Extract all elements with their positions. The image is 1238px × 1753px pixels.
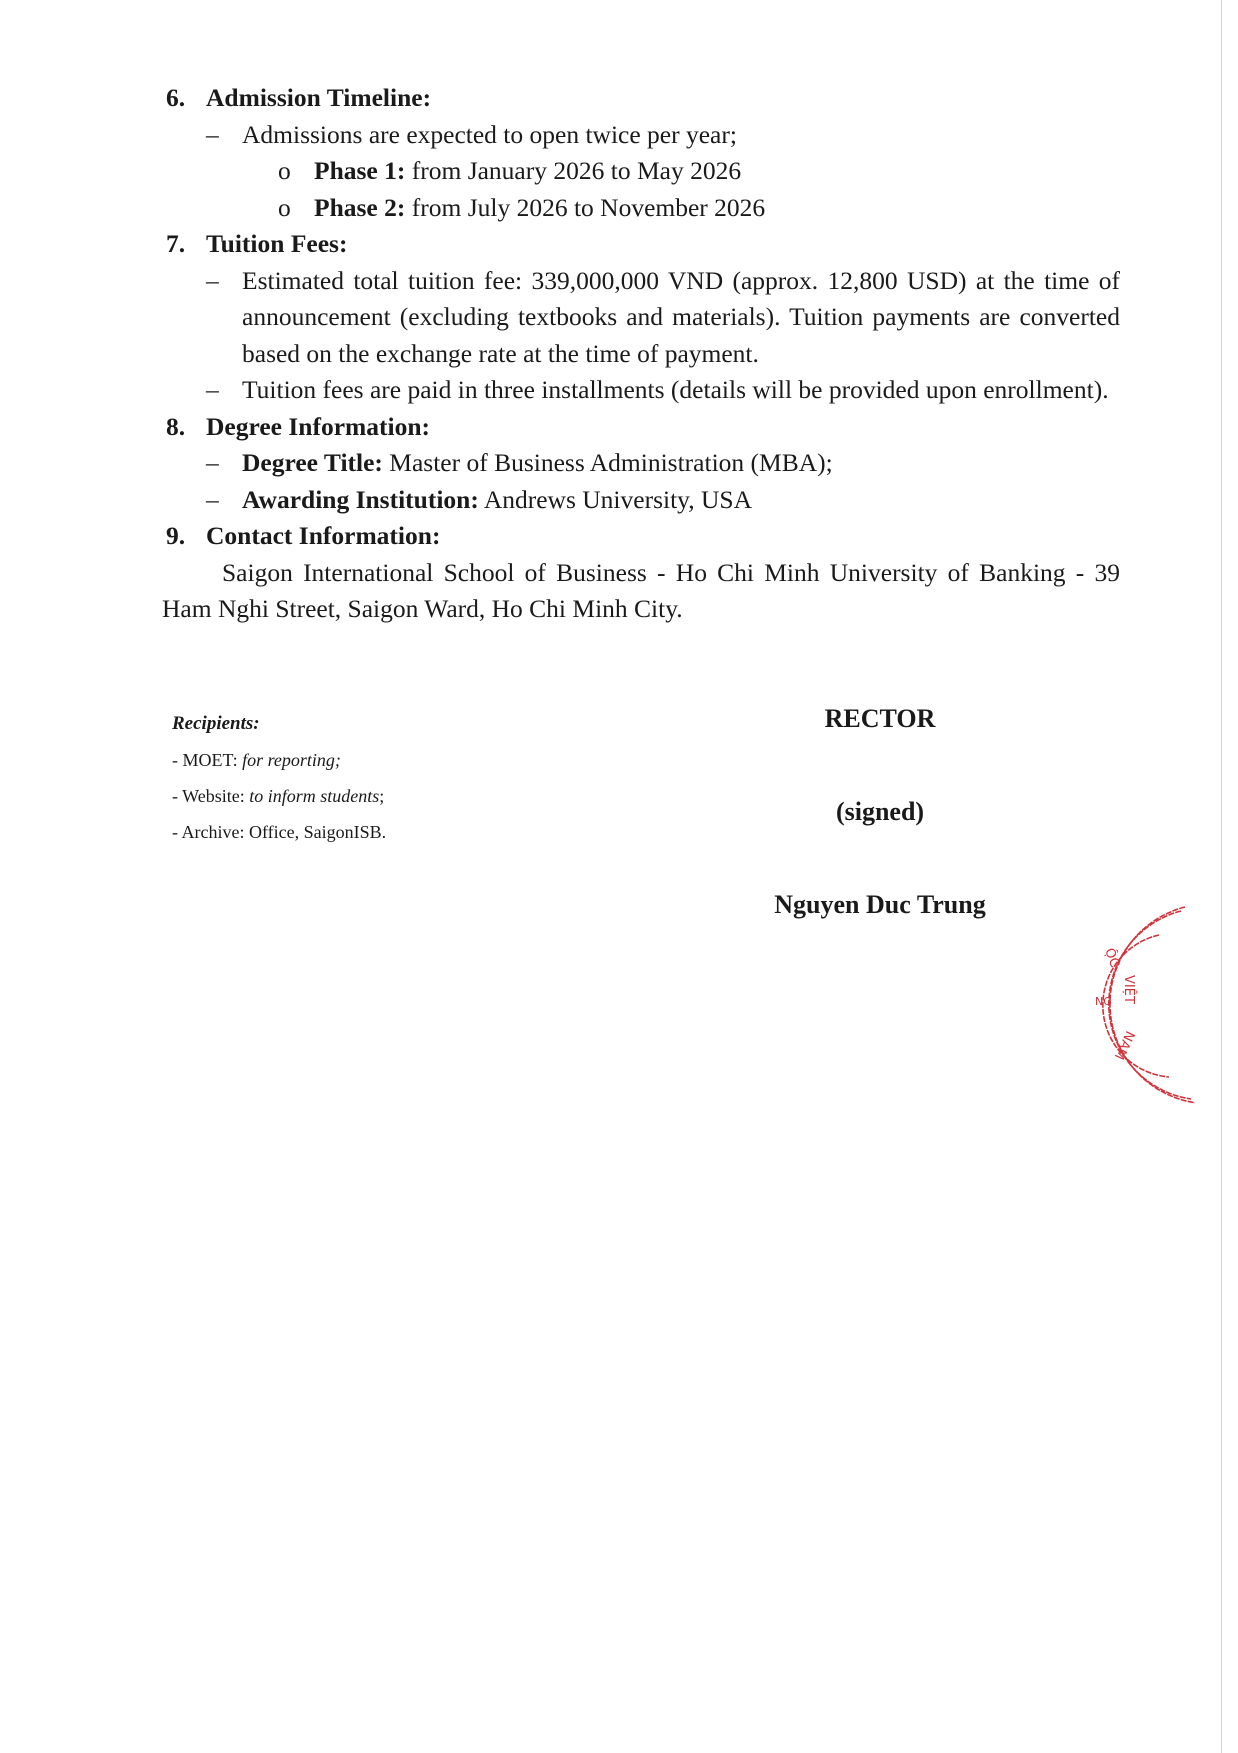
section-number: 6. bbox=[166, 83, 186, 112]
section-title: Degree Information: bbox=[206, 411, 431, 441]
section-heading-degree-information bbox=[162, 409, 1120, 446]
phase-item bbox=[162, 190, 1120, 227]
recipients-block bbox=[172, 706, 386, 850]
section-heading-admission-timeline bbox=[162, 80, 1120, 117]
list-item bbox=[162, 372, 1120, 409]
section-title: Admission Timeline: bbox=[206, 83, 432, 112]
item-value: Master of Business Administration (MBA); bbox=[382, 448, 833, 477]
item-value: Andrews University, USA bbox=[478, 484, 753, 514]
list-item bbox=[162, 445, 1120, 482]
phase-dates: from January 2026 to May 2026 bbox=[405, 156, 742, 185]
section-heading-tuition-fees bbox=[162, 226, 1120, 263]
list-item-text: Estimated total tuition fee: 339,000,000 VND (approx. 12,800 USD) at the time of announcement (excluding textbooks and materials). Tuition payments are converted based on the exchange rate at the time of payment. bbox=[242, 265, 1120, 368]
recipient-suffix: ; bbox=[379, 786, 385, 806]
dash-bullet-icon: – bbox=[206, 448, 219, 477]
seal-outer-ring-2 bbox=[1109, 911, 1191, 1099]
document-body bbox=[162, 80, 1120, 628]
section-heading-contact-information bbox=[162, 518, 1120, 555]
recipient-line bbox=[172, 742, 386, 778]
section-number: 8. bbox=[166, 411, 186, 441]
contact-address: Saigon International School of Business - Ho Chi Minh University of Banking - 39 Ham Nghi Street, Saigon Ward, Ho Chi Minh City. bbox=[162, 557, 1120, 623]
list-item-text: Admissions are expected to open twice per year; bbox=[242, 119, 737, 149]
recipients-title: Recipients: bbox=[172, 713, 260, 734]
recipient-note: for reporting; bbox=[242, 750, 341, 770]
recipient-note: to inform students bbox=[249, 786, 380, 806]
seal-text-ng: NG bbox=[1095, 995, 1112, 1008]
seal-text-viet: VIỆT bbox=[1121, 975, 1136, 1004]
list-item bbox=[162, 263, 1120, 373]
seal-text-oc: ỘC bbox=[1101, 946, 1122, 970]
phase-label: Phase 1: bbox=[314, 156, 406, 185]
recipient-name: - Archive: Office, SaigonISB. bbox=[172, 822, 387, 842]
signature-status: (signed) bbox=[835, 797, 925, 826]
recipient-name: - MOET: bbox=[172, 750, 243, 770]
signatory-position: RECTOR bbox=[824, 704, 936, 733]
item-label: Awarding Institution: bbox=[242, 484, 479, 514]
circle-bullet-icon: o bbox=[278, 192, 291, 222]
list-item bbox=[162, 117, 1120, 154]
section-number: 9. bbox=[166, 521, 186, 550]
section-title: Contact Information: bbox=[206, 521, 441, 550]
item-label: Degree Title: bbox=[242, 448, 383, 477]
list-item-text: Tuition fees are paid in three installments (details will be provided upon enrollment). bbox=[242, 375, 1109, 404]
dash-bullet-icon: – bbox=[206, 265, 219, 295]
recipient-line bbox=[172, 778, 386, 814]
signatory-name: Nguyen Duc Trung bbox=[774, 890, 986, 919]
dash-bullet-icon: – bbox=[206, 119, 219, 149]
section-title: Tuition Fees: bbox=[206, 229, 348, 258]
dash-bullet-icon: – bbox=[206, 375, 219, 404]
phase-label: Phase 2: bbox=[314, 192, 406, 222]
phase-item bbox=[162, 153, 1120, 190]
official-seal-stamp bbox=[1085, 905, 1195, 1105]
seal-text-nam: NAM bbox=[1110, 1028, 1137, 1062]
page-edge-line bbox=[1221, 0, 1222, 1753]
section-number: 7. bbox=[166, 229, 186, 258]
seal-outer-ring bbox=[1110, 907, 1195, 1103]
recipient-line bbox=[172, 814, 386, 850]
list-item bbox=[162, 482, 1120, 519]
recipient-name: - Website: bbox=[172, 786, 250, 806]
circle-bullet-icon: o bbox=[278, 156, 291, 185]
phase-dates: from July 2026 to November 2026 bbox=[405, 192, 766, 222]
dash-bullet-icon: – bbox=[206, 484, 219, 514]
